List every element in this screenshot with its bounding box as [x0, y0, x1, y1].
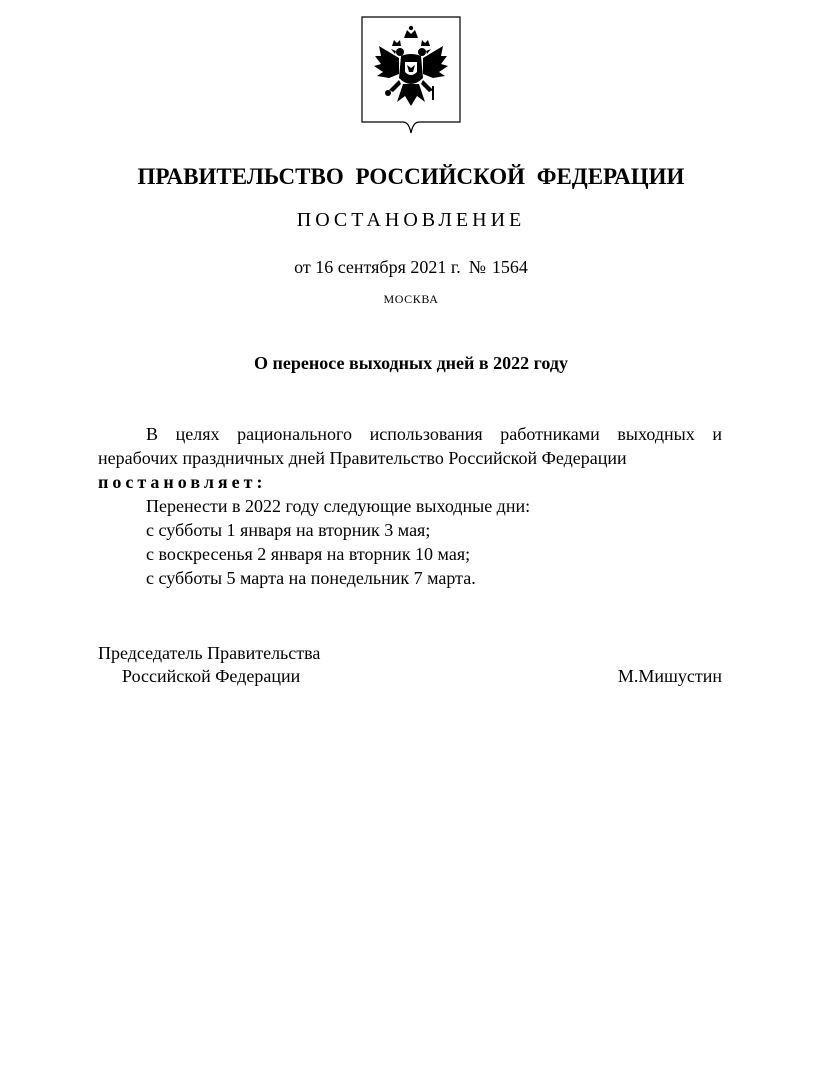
signatory-name: М.Мишустин — [617, 666, 722, 686]
preamble-paragraph: В целях рационального использования работниками выходных и нерабочих праздничных дней Правительство Российской Федерации — [98, 424, 722, 468]
decree-line: Перенести в 2022 году следующие выходные дни: — [146, 496, 531, 516]
resolves-word: постановляет: — [98, 472, 267, 492]
document-type: ПОСТАНОВЛЕНИЕ — [296, 209, 526, 231]
document-date: от 16 сентября 2021 г. — [294, 257, 461, 277]
document-date-line — [0, 257, 813, 278]
signatory-role-line-2: Российской Федерации — [122, 666, 301, 686]
document-subject: О переносе выходных дней в 2022 году — [254, 353, 568, 373]
number-sign: № — [468, 257, 486, 277]
government-title: ПРАВИТЕЛЬСТВО РОССИЙСКОЙ ФЕДЕРАЦИИ — [137, 164, 685, 189]
decree-line: с воскресенья 2 января на вторник 10 мая; — [146, 544, 471, 564]
decree-line: с субботы 5 марта на понедельник 7 марта. — [146, 568, 476, 588]
coat-of-arms-emblem — [361, 16, 461, 134]
signatory-role-line-1: Председатель Правительства — [98, 643, 321, 663]
document-number: 1564 — [491, 257, 528, 277]
document-city: МОСКВА — [383, 292, 439, 306]
decree-line: с субботы 1 января на вторник 3 мая; — [146, 520, 431, 540]
document-body — [98, 422, 722, 590]
